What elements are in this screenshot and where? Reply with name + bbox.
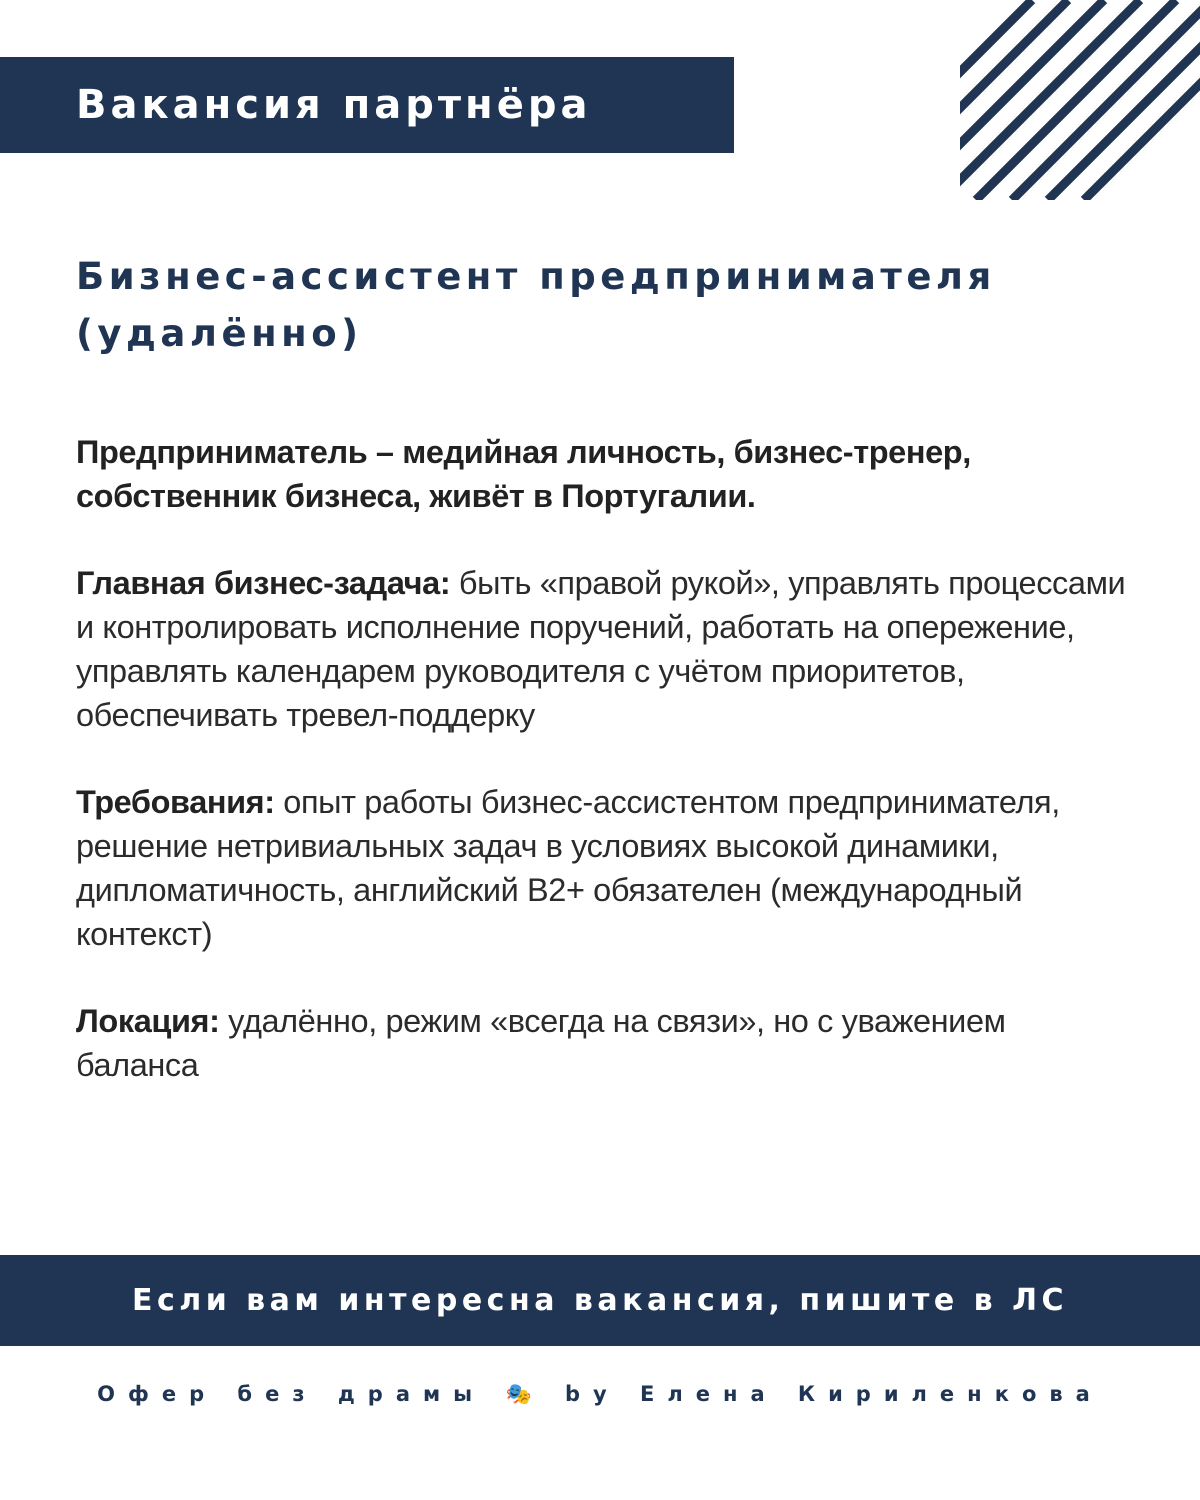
footer-signature (0, 1382, 1200, 1407)
location-paragraph (76, 999, 1136, 1087)
job-title (76, 248, 1156, 362)
location-text: удалённо, режим «всегда на связи», но с уважением баланса (76, 1003, 1006, 1083)
location-label: Локация: (76, 1003, 220, 1039)
requirements-text: опыт работы бизнес-ассистентом предпринимателя, решение нетривиальных задач в условиях высокой динамики, дипломатичность, английский B2+ обязателен (международный контекст) (76, 784, 1060, 952)
header-banner (0, 57, 734, 153)
diagonal-stripes-decoration (960, 0, 1200, 200)
job-title-line1: Бизнес-ассистент предпринимателя (76, 255, 996, 298)
cta-banner (0, 1255, 1200, 1346)
requirements-paragraph (76, 780, 1136, 956)
footer-brand: Офер без драмы (97, 1382, 486, 1406)
theater-masks-icon: 🎭 (505, 1382, 545, 1406)
task-paragraph (76, 561, 1136, 737)
requirements-label: Требования: (76, 784, 275, 820)
cta-text: Если вам интересна вакансия, пишите в ЛС (131, 1283, 1069, 1318)
intro-paragraph: Предприниматель – медийная личность, бизнес-тренер, собственник бизнеса, живёт в Португалии. (76, 434, 971, 514)
job-title-line2: (удалённо) (76, 312, 363, 355)
footer-author: by Елена Кириленкова (564, 1382, 1103, 1406)
task-text: быть «правой рукой», управлять процессами и контролировать исполнение поручений, работать на опережение, управлять календарем руководителя с учётом приоритетов, обеспечивать тревел-поддерку (76, 565, 1126, 733)
job-description (76, 430, 1136, 1130)
header-title: Вакансия партнёра (76, 82, 592, 128)
task-label: Главная бизнес-задача: (76, 565, 451, 601)
